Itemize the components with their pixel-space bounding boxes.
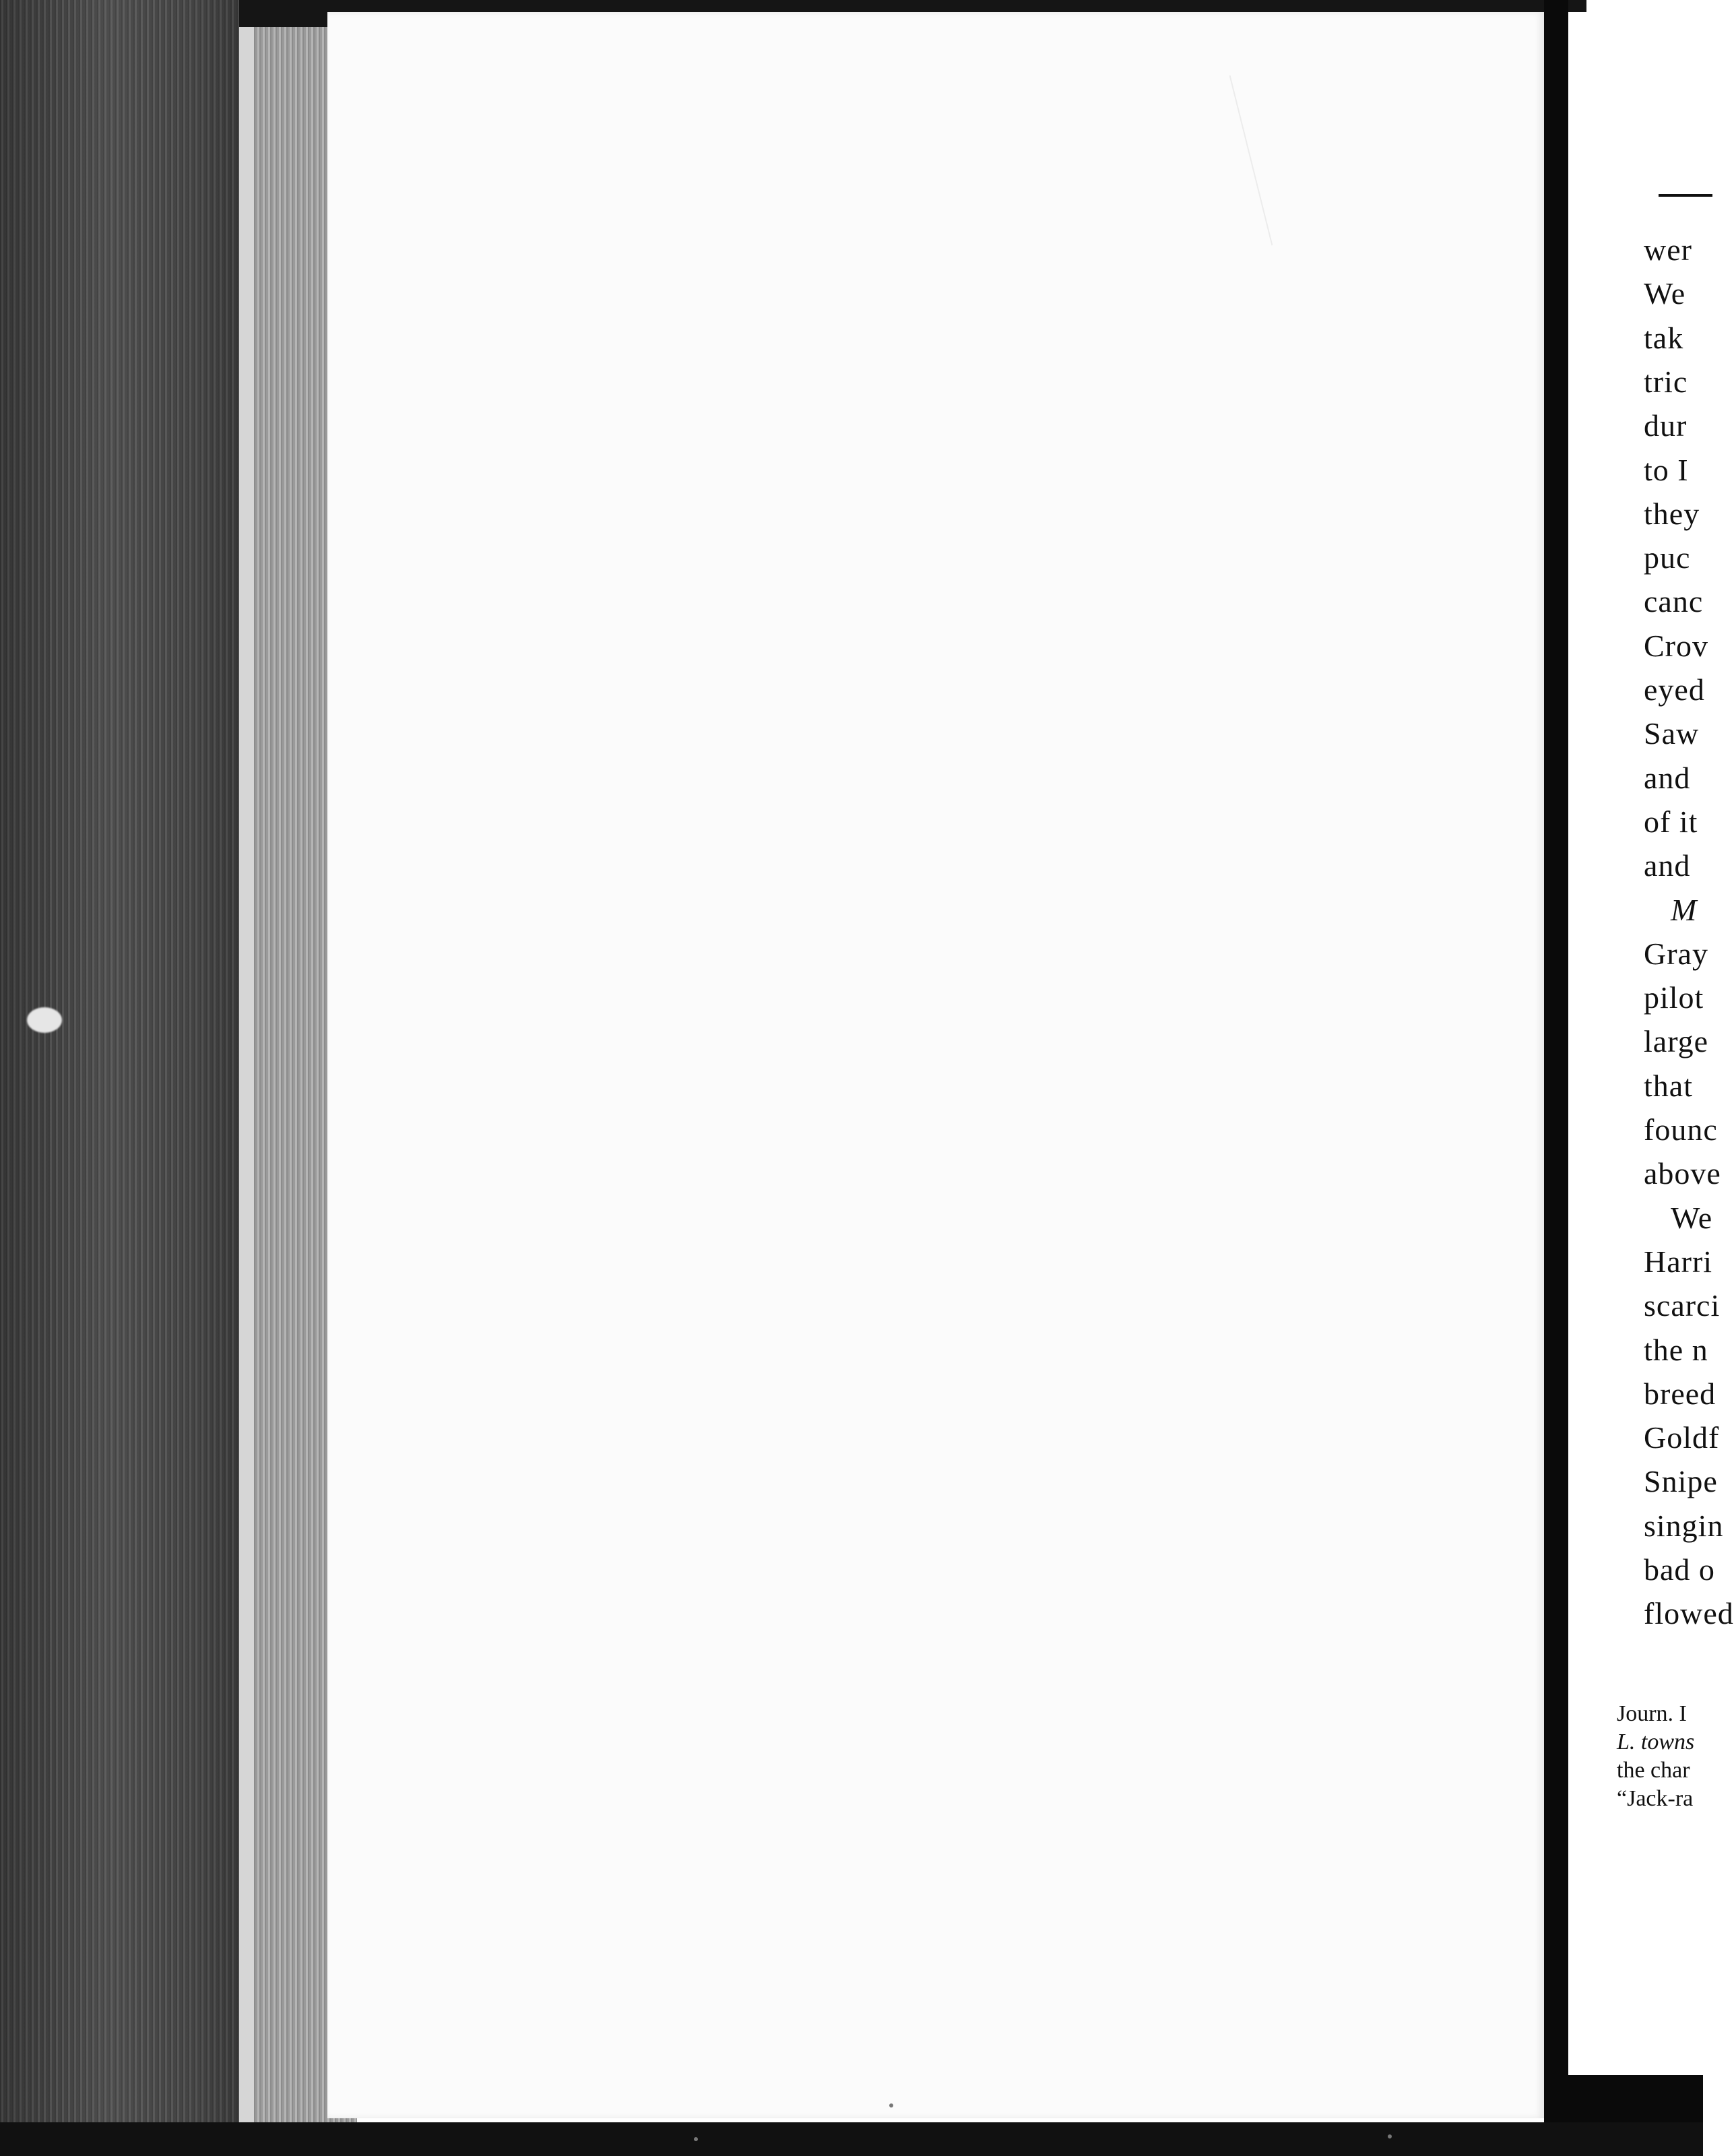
bottom-shadow — [0, 2122, 1703, 2156]
right-page-cropped — [1568, 12, 1734, 2075]
footnote-line: “Jack-ra — [1617, 1786, 1694, 1811]
body-line: Goldf — [1644, 1420, 1720, 1455]
stain-mark — [27, 1007, 62, 1033]
book-cover-edge — [0, 0, 243, 2156]
body-line: that — [1644, 1069, 1693, 1103]
body-line: Snipe — [1644, 1464, 1718, 1498]
dust-speck — [1388, 2134, 1392, 2138]
body-line: bad o — [1644, 1552, 1715, 1587]
body-line: We — [1644, 276, 1686, 311]
body-line: of it — [1644, 804, 1698, 839]
body-line: founc — [1644, 1112, 1718, 1147]
body-line: flowed — [1644, 1596, 1734, 1630]
dust-speck — [889, 2103, 893, 2107]
body-line: dur — [1644, 408, 1688, 443]
body-line: to I — [1644, 453, 1689, 487]
body-line: the n — [1644, 1333, 1708, 1367]
body-line: canc — [1644, 584, 1704, 619]
body-line: M — [1671, 893, 1698, 927]
dust-speck — [694, 2137, 698, 2141]
body-line: wer — [1644, 232, 1692, 267]
body-line: We — [1671, 1201, 1713, 1235]
body-line: and — [1644, 761, 1691, 795]
blank-left-page — [327, 12, 1544, 2118]
body-line: they — [1644, 497, 1700, 531]
body-line: scarci — [1644, 1288, 1721, 1323]
page-stack-highlight — [239, 27, 254, 2122]
body-line: eyed — [1644, 672, 1705, 707]
body-line: tric — [1644, 364, 1688, 399]
body-line: tak — [1644, 321, 1684, 355]
book-gutter — [1544, 0, 1568, 2156]
body-line: and — [1644, 848, 1691, 883]
body-line: Gray — [1644, 937, 1708, 971]
body-line: Crov — [1644, 629, 1708, 663]
body-line: singin — [1644, 1509, 1724, 1543]
body-line: above — [1644, 1156, 1721, 1191]
body-line: large — [1644, 1024, 1709, 1058]
body-line: puc — [1644, 540, 1691, 575]
footnote-line: L. towns — [1617, 1730, 1695, 1754]
page-crease — [1229, 75, 1273, 246]
footnote-line: Journ. I — [1617, 1701, 1687, 1726]
body-line: Harri — [1644, 1244, 1713, 1279]
header-rule — [1659, 194, 1712, 197]
body-line: breed — [1644, 1376, 1716, 1411]
body-line: pilot — [1644, 980, 1704, 1015]
footnote-line: the char — [1617, 1758, 1690, 1783]
body-line: Saw — [1644, 716, 1700, 751]
